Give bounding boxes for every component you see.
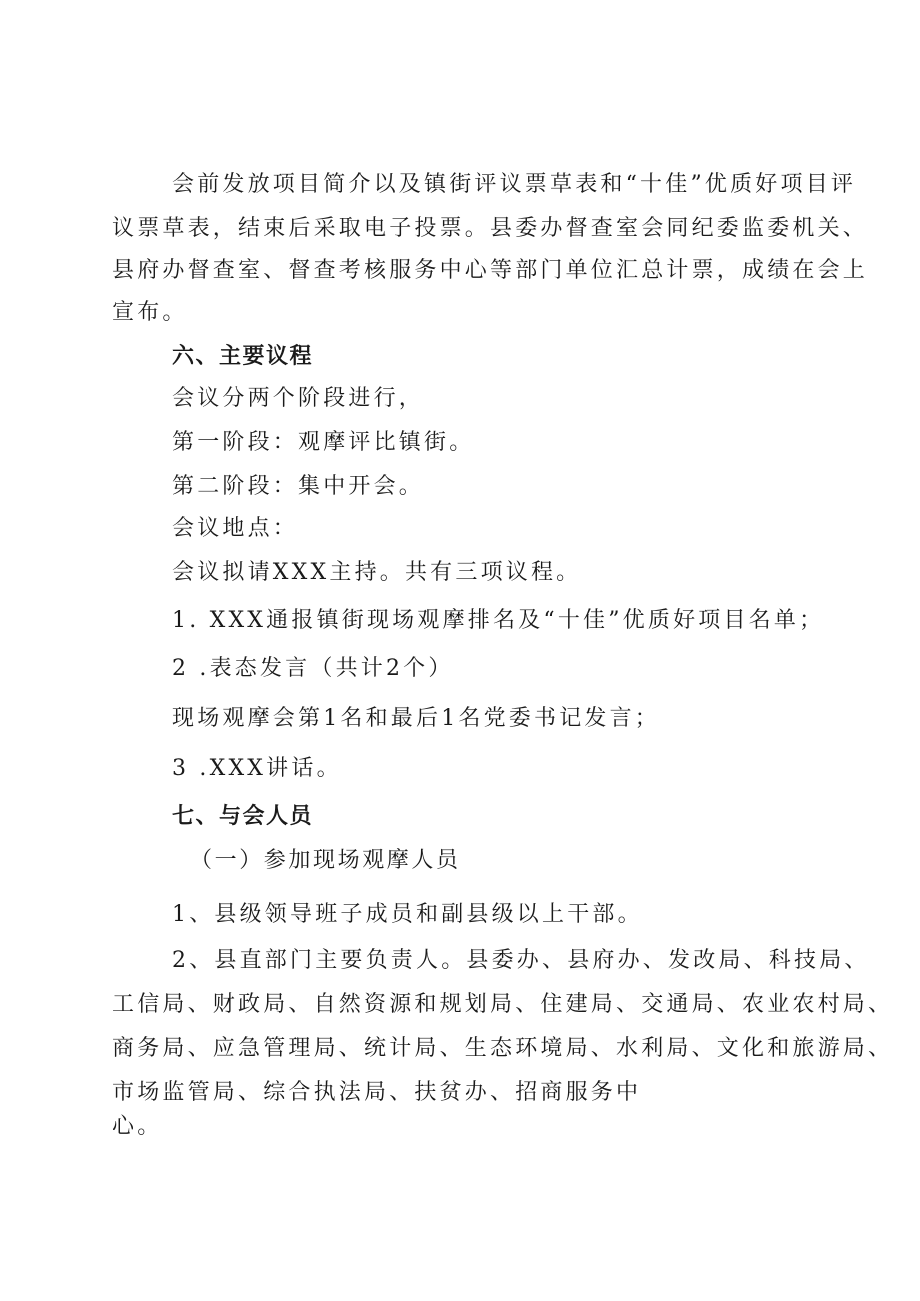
attendees-item-2-line-1: 2、县直部门主要负责人。县委办、县府办、发改局、科技局、: [172, 948, 870, 973]
agenda-stage-1: 第一阶段：观摩评比镇街。: [172, 430, 475, 455]
voting-paragraph-line-2: 议票草表，结束后采取电子投票。县委办督查室会同纪委监委机关、: [112, 216, 869, 241]
attendees-item-2-line-4: 市场监管局、综合执法局、扶贫办、招商服务中: [112, 1080, 642, 1105]
section-6-heading: 六、主要议程: [172, 344, 314, 369]
voting-paragraph-line-3: 县府办督查室、督查考核服务中心等部门单位汇总计票，成绩在会上: [112, 258, 869, 283]
agenda-intro: 会议分两个阶段进行，: [172, 386, 425, 411]
section-7-subheading: （一）参加现场观摩人员: [190, 848, 461, 873]
agenda-item-3: 3 .XXX讲话。: [172, 756, 342, 781]
attendees-item-2-line-5: 心。: [112, 1114, 163, 1139]
voting-paragraph-line-1: 会前发放项目简介以及镇街评议票草表和“十佳”优质好项目评: [172, 172, 857, 197]
section-7-heading: 七、与会人员: [172, 804, 314, 829]
meeting-host: 会议拟请XXX主持。共有三项议程。: [172, 560, 582, 585]
attendees-item-2-line-3: 商务局、应急管理局、统计局、生态环境局、水利局、文化和旅游局、: [112, 1036, 894, 1061]
voting-paragraph-line-4: 宣布。: [112, 300, 188, 325]
attendees-item-1: 1、县级领导班子成员和副县级以上干部。: [172, 902, 643, 927]
agenda-item-2-detail: 现场观摩会第1名和最后1名党委书记发言；: [172, 706, 660, 731]
meeting-location: 会议地点：: [172, 516, 299, 541]
agenda-item-2: 2 .表态发言（共计2个）: [172, 656, 454, 681]
attendees-item-2-line-2: 工信局、财政局、自然资源和规划局、住建局、交通局、农业农村局、: [112, 992, 894, 1017]
agenda-item-1: 1. XXX通报镇街现场观摩排名及“十佳”优质好项目名单；: [172, 608, 825, 633]
agenda-stage-2: 第二阶段：集中开会。: [172, 474, 425, 499]
